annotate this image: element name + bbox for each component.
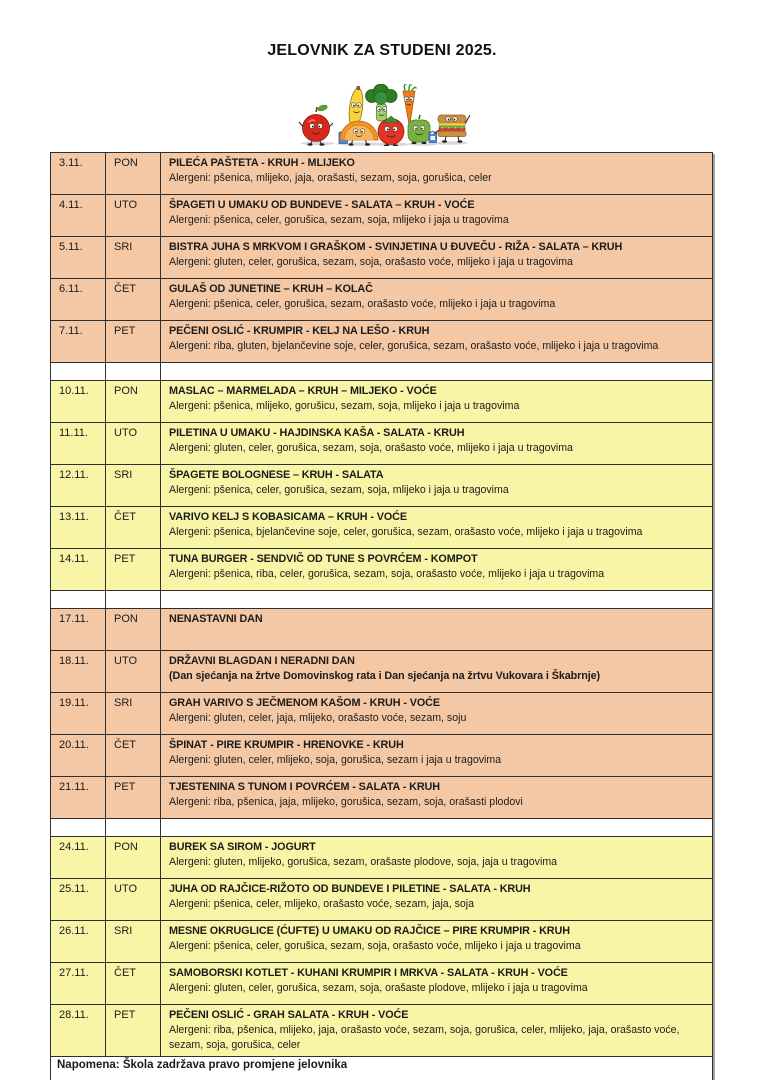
meal-allergens: Alergeni: pšenica, celer, gorušica, sezam, soja, mlijeko i jaja u tragovima <box>169 214 509 226</box>
meal-cell <box>161 237 713 279</box>
date-cell: 3.11. <box>51 153 106 195</box>
date-cell: 21.11. <box>51 777 106 819</box>
meal-cell <box>161 465 713 507</box>
spacer-cell <box>106 591 161 609</box>
day-cell: ČET <box>106 735 161 777</box>
meal-cell <box>161 693 713 735</box>
spacer-cell <box>51 591 106 609</box>
red-apple-icon <box>299 104 333 146</box>
day-cell: PET <box>106 777 161 819</box>
meal-allergens: Alergeni: pšenica, mlijeko, gorušicu, sezam, soja, mlijeko i jaja u tragovima <box>169 400 520 412</box>
menu-row <box>51 879 713 921</box>
date-cell: 14.11. <box>51 549 106 591</box>
meal-cell <box>161 777 713 819</box>
menu-row <box>51 609 713 651</box>
broccoli-icon <box>365 84 397 121</box>
day-cell: UTO <box>106 423 161 465</box>
meal-title: TJESTENINA S TUNOM I POVRĆEM - SALATA - KRUH <box>169 781 440 793</box>
meal-cell <box>161 879 713 921</box>
spacer-cell <box>51 819 106 837</box>
shadow <box>300 142 334 146</box>
meal-cell <box>161 321 713 363</box>
meal-allergens: Alergeni: riba, pšenica, mlijeko, jaja, orašasto voće, sezam, soja, gorušica, celer, mlijeko, jaja, orašasto voće, sezam, soja, gorušica, celer <box>169 1024 680 1051</box>
food-characters-illustration <box>0 84 764 146</box>
meal-allergens: Alergeni: pšenica, mlijeko, jaja, orašasti, sezam, soja, gorušica, celer <box>169 172 492 184</box>
note-row <box>51 1057 713 1080</box>
meal-title: VARIVO KELJ S KOBASICAMA – KRUH - VOĆE <box>169 511 407 523</box>
day-cell: PET <box>106 549 161 591</box>
meal-title: SAMOBORSKI KOTLET - KUHANI KRUMPIR I MRKVA - SALATA - KRUH - VOĆE <box>169 967 568 979</box>
meal-allergens: Alergeni: pšenica, riba, celer, gorušica, sezam, soja, orašasto voće, mlijeko i jaja u tragovima <box>169 568 605 580</box>
meal-cell <box>161 279 713 321</box>
day-cell: SRI <box>106 237 161 279</box>
page-title: JELOVNIK ZA STUDENI 2025. <box>267 42 497 59</box>
date-cell: 12.11. <box>51 465 106 507</box>
meal-allergens: (Dan sjećanja na žrtve Domovinskog rata i Dan sjećanja na žrtvu Vukovara i Škabrnje) <box>169 670 601 682</box>
day-cell: ČET <box>106 279 161 321</box>
meal-allergens: Alergeni: pšenica, celer, gorušica, sezam, orašasto voće, mlijeko i jaja u tragovima <box>169 298 556 310</box>
meal-title: BUREK SA SIROM - JOGURT <box>169 841 316 853</box>
meal-cell <box>161 963 713 1005</box>
week-spacer-row <box>51 363 713 381</box>
meal-allergens: Alergeni: riba, gluten, bjelančevine soje, celer, gorušica, sezam, orašasto voće, mlijeko i jaja u tragovima <box>169 340 659 352</box>
meal-title: MESNE OKRUGLICE (ĆUFTE) U UMAKU OD RAJČICE – PIRE KRUMPIR - KRUH <box>169 925 570 937</box>
menu-row <box>51 963 713 1005</box>
meal-title: ŠPAGETE BOLOGNESE – KRUH - SALATA <box>169 469 384 481</box>
date-cell: 4.11. <box>51 195 106 237</box>
day-cell: PET <box>106 1005 161 1057</box>
date-cell: 28.11. <box>51 1005 106 1057</box>
meal-cell <box>161 423 713 465</box>
meal-cell <box>161 507 713 549</box>
day-cell: UTO <box>106 651 161 693</box>
menu-row <box>51 465 713 507</box>
meal-cell <box>161 609 713 651</box>
spacer-cell <box>161 591 713 609</box>
day-cell: PON <box>106 837 161 879</box>
day-cell: PET <box>106 321 161 363</box>
sandwich-icon <box>434 115 470 143</box>
day-cell: ČET <box>106 963 161 1005</box>
date-cell: 25.11. <box>51 879 106 921</box>
meal-title: BISTRA JUHA S MRKVOM I GRAŠKOM - SVINJETINA U ĐUVEČU - RIŽA - SALATA – KRUH <box>169 241 623 253</box>
meal-title: PEČENI OSLIĆ - GRAH SALATA - KRUH - VOĆE <box>169 1009 409 1021</box>
week-spacer-row <box>51 591 713 609</box>
date-cell: 13.11. <box>51 507 106 549</box>
green-pepper-icon <box>408 115 430 144</box>
meal-cell <box>161 651 713 693</box>
day-cell: SRI <box>106 693 161 735</box>
meal-title: PILEĆA PAŠTETA - KRUH - MLIJEKO <box>169 157 355 169</box>
day-cell: ČET <box>106 507 161 549</box>
menu-row <box>51 321 713 363</box>
meal-allergens: Alergeni: gluten, celer, gorušica, sezam, soja, orašasto voće, mlijeko i jaja u tragovima <box>169 442 573 454</box>
spacer-cell <box>161 819 713 837</box>
menu-row <box>51 237 713 279</box>
week-spacer-row <box>51 819 713 837</box>
meal-title: DRŽAVNI BLAGDAN I NERADNI DAN <box>169 655 355 667</box>
day-cell: PON <box>106 609 161 651</box>
meal-allergens: Alergeni: gluten, mlijeko, gorušica, sezam, orašaste plodove, soja, jaja u tragovima <box>169 856 558 868</box>
date-cell: 24.11. <box>51 837 106 879</box>
day-cell: PON <box>106 381 161 423</box>
date-cell: 6.11. <box>51 279 106 321</box>
shadow <box>434 141 468 145</box>
date-cell: 17.11. <box>51 609 106 651</box>
meal-title: GRAH VARIVO S JEČMENOM KAŠOM - KRUH - VOĆE <box>169 697 440 709</box>
menu-row <box>51 153 713 195</box>
menu-table-body <box>51 153 713 1080</box>
meal-cell <box>161 837 713 879</box>
meal-title: NENASTAVNI DAN <box>169 613 263 625</box>
date-cell: 7.11. <box>51 321 106 363</box>
menu-row <box>51 195 713 237</box>
date-cell: 11.11. <box>51 423 106 465</box>
meal-allergens: Alergeni: riba, pšenica, jaja, mlijeko, gorušica, sezam, soja, orašasti plodovi <box>169 796 523 808</box>
menu-row <box>51 381 713 423</box>
day-cell: SRI <box>106 921 161 963</box>
menu-row <box>51 423 713 465</box>
date-cell: 27.11. <box>51 963 106 1005</box>
menu-row <box>51 777 713 819</box>
meal-title: GULAŠ OD JUNETINE – KRUH – KOLAČ <box>169 283 373 295</box>
day-cell: SRI <box>106 465 161 507</box>
menu-table <box>50 152 713 1080</box>
date-cell: 26.11. <box>51 921 106 963</box>
date-cell: 5.11. <box>51 237 106 279</box>
meal-allergens: Alergeni: gluten, celer, gorušica, sezam, soja, orašasto voće, mlijeko i jaja u tragovima <box>169 256 573 268</box>
menu-note: Napomena: Škola zadržava pravo promjene jelovnika <box>51 1057 713 1080</box>
meal-cell <box>161 153 713 195</box>
meal-allergens: Alergeni: pšenica, celer, gorušica, sezam, soja, mlijeko i jaja u tragovima <box>169 484 509 496</box>
meal-allergens: Alergeni: gluten, celer, mlijeko, soja, gorušica, sezam i jaja u tragovima <box>169 754 502 766</box>
meal-cell <box>161 195 713 237</box>
menu-row <box>51 507 713 549</box>
spacer-cell <box>106 819 161 837</box>
menu-row <box>51 279 713 321</box>
date-cell: 10.11. <box>51 381 106 423</box>
meal-title: JUHA OD RAJČICE-RIŽOTO OD BUNDEVE I PILETINE - SALATA - KRUH <box>169 883 531 895</box>
meal-cell <box>161 381 713 423</box>
spacer-cell <box>106 363 161 381</box>
menu-row <box>51 549 713 591</box>
meal-title: TUNA BURGER - SENDVIČ OD TUNE S POVRĆEM - KOMPOT <box>169 553 478 565</box>
meal-title: PEČENI OSLIĆ - KRUMPIR - KELJ NA LEŠO - KRUH <box>169 325 430 337</box>
spacer-cell <box>161 363 713 381</box>
menu-row <box>51 735 713 777</box>
meal-allergens: Alergeni: gluten, celer, jaja, mlijeko, orašasto voće, sezam, soju <box>169 712 467 724</box>
menu-row <box>51 693 713 735</box>
menu-row <box>51 651 713 693</box>
meal-cell <box>161 1005 713 1057</box>
spacer-cell <box>51 363 106 381</box>
meal-title: ŠPAGETI U UMAKU OD BUNDEVE - SALATA – KRUH - VOĆE <box>169 199 475 211</box>
day-cell: PON <box>106 153 161 195</box>
date-cell: 20.11. <box>51 735 106 777</box>
food-characters-svg <box>295 84 470 146</box>
meal-cell <box>161 549 713 591</box>
day-cell: UTO <box>106 879 161 921</box>
menu-row <box>51 837 713 879</box>
day-cell: UTO <box>106 195 161 237</box>
meal-title: MASLAC – MARMELADA – KRUH – MILJEKO - VOĆE <box>169 385 437 397</box>
date-cell: 18.11. <box>51 651 106 693</box>
meal-cell <box>161 921 713 963</box>
meal-title: ŠPINAT - PIRE KRUMPIR - HRENOVKE - KRUH <box>169 739 404 751</box>
meal-allergens: Alergeni: pšenica, celer, mlijeko, orašasto voće, sezam, jaja, soja <box>169 898 475 910</box>
menu-row <box>51 921 713 963</box>
date-cell: 19.11. <box>51 693 106 735</box>
meal-allergens: Alergeni: pšenica, bjelančevine soje, celer, gorušica, sezam, orašasto voće, mlijeko i jaja u tragovima <box>169 526 643 538</box>
meal-allergens: Alergeni: gluten, celer, gorušica, sezam, soja, orašaste plodove, mlijeko i jaja u tragovima <box>169 982 588 994</box>
meal-title: PILETINA U UMAKU - HAJDINSKA KAŠA - SALATA - KRUH <box>169 427 465 439</box>
menu-row <box>51 1005 713 1057</box>
meal-cell <box>161 735 713 777</box>
meal-allergens: Alergeni: pšenica, celer, gorušica, sezam, soja, orašasto voće, mlijeko i jaja u tragovima <box>169 940 581 952</box>
